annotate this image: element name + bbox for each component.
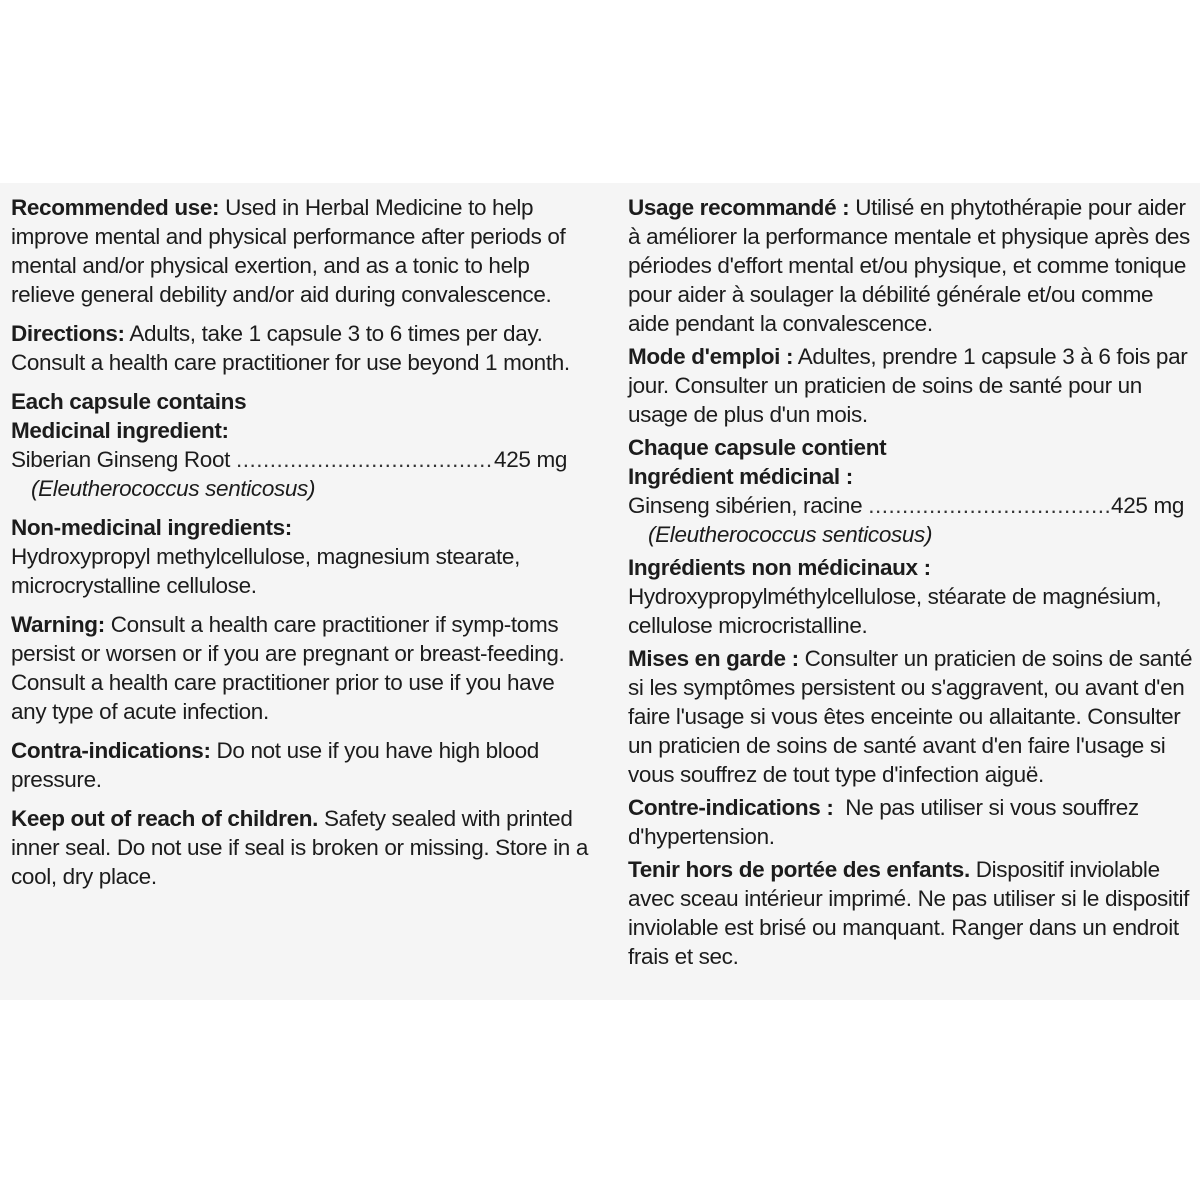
keep-out-text: Safety sealed with printed inner seal. Do not use if seal is broken or missing. Store in a cool, dry place. xyxy=(11,806,588,889)
ingredient-amount: 425 mg xyxy=(494,447,567,472)
recommended-use-text: Used in Herbal Medicine to help improve mental and physical performance after periods of mental and/or physical exertion, and as a tonic to help relieve general debility and/or aid during convalescence. xyxy=(11,195,566,307)
warning-section xyxy=(11,610,591,726)
english-column xyxy=(11,193,591,901)
warning-label: Warning: xyxy=(11,612,105,637)
non-medicinal-section xyxy=(11,513,591,600)
non-medicinaux-section xyxy=(628,553,1200,640)
recommended-use-label: Recommended use: xyxy=(11,195,220,220)
tenir-hors-section xyxy=(628,855,1200,971)
non-medicinaux-label: Ingrédients non médicinaux : xyxy=(628,555,931,580)
ingredient-medicinal-label: Ingrédient médicinal : xyxy=(628,464,853,489)
keep-out-section xyxy=(11,804,591,891)
chaque-capsule-section xyxy=(628,433,1200,549)
contra-indications-label: Contra-indications: xyxy=(11,738,211,763)
warning-text: Consult a health care practitioner if symp-toms persist or worsen or if you are pregnant or breast-feeding. Consult a health care practitioner prior to use if you have any type of acute infection. xyxy=(11,612,565,724)
usage-recommande-label: Usage recommandé : xyxy=(628,195,850,220)
contre-indications-label: Contre-indications : xyxy=(628,795,834,820)
directions-text: Adults, take 1 capsule 3 to 6 times per day. Consult a health care practitioner for use beyond 1 month. xyxy=(11,321,570,375)
contra-indications-section xyxy=(11,736,591,794)
each-capsule-section xyxy=(11,387,591,503)
label-panel xyxy=(0,183,1200,1000)
latin-name-fr: (Eleutherococcus senticosus) xyxy=(648,522,933,547)
ingredient-name: Siberian Ginseng Root xyxy=(11,447,231,472)
mode-emploi-text: Adultes, prendre 1 capsule 3 à 6 fois par jour. Consulter un praticien de soins de santé pour un usage de plus d'un mois. xyxy=(628,344,1188,427)
recommended-use-section xyxy=(11,193,591,309)
contre-indications-text: Ne pas utiliser si vous souffrez d'hypertension. xyxy=(628,795,1145,849)
mises-en-garde-section xyxy=(628,644,1200,789)
each-capsule-heading: Each capsule contains xyxy=(11,389,247,414)
dot-leader-fr xyxy=(868,491,1109,520)
tenir-hors-text: Dispositif inviolable avec sceau intérieur imprimé. Ne pas utiliser si le dispositif inviolable est brisé ou manquant. Ranger dans un endroit frais et sec. xyxy=(628,857,1190,969)
usage-recommande-section xyxy=(628,193,1200,338)
mises-en-garde-text: Consulter un praticien de soins de santé si les symptômes persistent ou s'aggravent, ou avant d'en faire l'usage si vous êtes enceinte ou allaitante. Consulter un praticien de soins de santé avant d'en faire l'usage si vous souffrez de tout type d'infection aiguë. xyxy=(628,646,1193,787)
non-medicinal-label: Non-medicinal ingredients: xyxy=(11,515,292,540)
non-medicinal-text: Hydroxypropyl methylcellulose, magnesium stearate, microcrystalline cellulose. xyxy=(11,544,520,598)
contra-indications-text: Do not use if you have high blood pressure. xyxy=(11,738,539,792)
keep-out-label: Keep out of reach of children. xyxy=(11,806,319,831)
tenir-hors-label: Tenir hors de portée des enfants. xyxy=(628,857,970,882)
ingredient-row-fr xyxy=(628,491,1184,520)
dot-leader xyxy=(236,445,492,474)
directions-label: Directions: xyxy=(11,321,125,346)
ingredient-row xyxy=(11,445,567,474)
directions-section xyxy=(11,319,591,377)
non-medicinaux-text: Hydroxypropylméthylcellulose, stéarate de magnésium, cellulose microcristalline. xyxy=(628,584,1162,638)
chaque-capsule-heading: Chaque capsule contient xyxy=(628,435,887,460)
medicinal-ingredient-label: Medicinal ingredient: xyxy=(11,418,229,443)
mises-en-garde-label: Mises en garde : xyxy=(628,646,799,671)
mode-emploi-section xyxy=(628,342,1200,429)
ingredient-name-fr: Ginseng sibérien, racine xyxy=(628,493,863,518)
contre-indications-section xyxy=(628,793,1200,851)
ingredient-amount-fr: 425 mg xyxy=(1111,493,1184,518)
french-column xyxy=(628,193,1200,975)
latin-name: (Eleutherococcus senticosus) xyxy=(31,476,316,501)
usage-recommande-text: Utilisé en phytothérapie pour aider à améliorer la performance mentale et physique après des périodes d'effort mental et/ou physique, et comme tonique pour aider à soulager la débilité générale et/ou comme aide pendant la convalescence. xyxy=(628,195,1190,336)
mode-emploi-label: Mode d'emploi : xyxy=(628,344,794,369)
